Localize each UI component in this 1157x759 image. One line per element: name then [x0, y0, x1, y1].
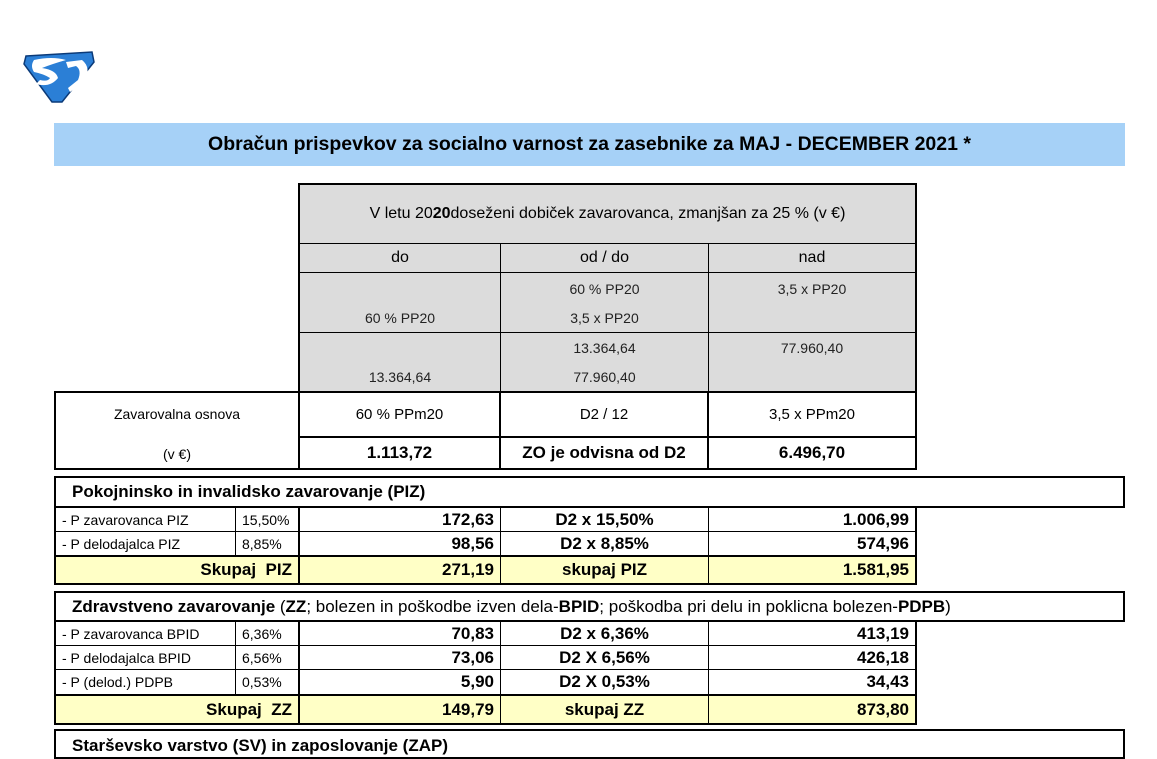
zz-row-nad: 34,43: [866, 672, 909, 691]
zz-row-label: - P zavarovanca BPID: [62, 625, 200, 642]
zz-row-oddo: D2 x 6,36%: [560, 623, 649, 643]
profit-caption: V letu 20 20 doseženi dobiček zavarovanca, zmanjšan za 25 % (v €): [369, 205, 846, 222]
zz-row-do: 5,90: [460, 672, 494, 691]
threshold-oddo-low-pct: 60 % PP20: [569, 281, 640, 297]
threshold-oddo-high-pct: 3,5 x PP20: [570, 310, 639, 326]
base-formula-nad: 3,5 x PPm20: [769, 406, 855, 423]
zz-row-nad: 426,18: [857, 647, 909, 667]
base-value-oddo: ZO je odvisna od D2: [522, 443, 686, 462]
piz-total-oddo: skupaj PIZ: [561, 560, 648, 579]
threshold-oddo-high-value: 77.960,40: [573, 369, 636, 385]
piz-section-heading: Pokojninsko in invalidsko zavarovanje (PIZ): [54, 476, 1125, 508]
threshold-nad-value: 77.960,40: [780, 340, 844, 356]
zz-row-do: 73,06: [451, 647, 494, 667]
zz-row-label: - P (delod.) PDPB: [62, 674, 174, 690]
sv-zap-section-heading: Starševsko varstvo (SV) in zaposlovanje (ZAP): [54, 729, 1125, 759]
piz-total-do: 271,19: [442, 560, 494, 579]
zz-row-oddo: D2 X 6,56%: [559, 647, 650, 667]
zz-row-rate: 6,56%: [242, 649, 282, 666]
base-formula-do: 60 % PPm20: [355, 406, 444, 423]
zz-row-oddo: D2 X 0,53%: [559, 672, 650, 691]
threshold-do-pct: 60 % PP20: [364, 310, 436, 326]
piz-row-rate: 15,50%: [242, 511, 290, 528]
zz-row-nad: 413,19: [857, 623, 909, 643]
zz-row-rate: 0,53%: [242, 674, 282, 690]
col-header-nad: nad: [798, 249, 826, 266]
company-logo: [22, 48, 96, 104]
zz-total-label: Skupaj ZZ: [206, 699, 292, 719]
col-header-oddo: od / do: [580, 249, 629, 266]
zz-total-nad: 873,80: [857, 699, 909, 719]
zz-total-oddo: skupaj ZZ: [564, 699, 645, 719]
zz-row-label: - P delodajalca BPID: [62, 649, 191, 666]
piz-total-nad: 1.581,95: [842, 560, 909, 579]
piz-row-do: 172,63: [442, 509, 494, 529]
threshold-oddo-low-value: 13.364,64: [573, 340, 636, 356]
piz-row-nad: 1.006,99: [842, 509, 909, 529]
base-value-nad: 6.496,70: [778, 443, 846, 462]
insurance-base-unit: (v €): [163, 446, 191, 462]
piz-row-oddo: D2 x 15,50%: [555, 509, 654, 529]
zz-total-do: 149,79: [442, 699, 494, 719]
col-header-do: do: [391, 249, 409, 266]
piz-row-oddo: D2 x 8,85%: [560, 533, 649, 553]
piz-row-label: - P zavarovanca PIZ: [62, 511, 189, 528]
page-title: Obračun prispevkov za socialno varnost za zasebnike za MAJ - DECEMBER 2021 *: [54, 123, 1125, 166]
base-value-do: 1.113,72: [366, 443, 433, 462]
insurance-base-label: Zavarovalna osnova: [113, 406, 241, 422]
threshold-nad-pct: 3,5 x PP20: [777, 281, 847, 297]
piz-row-rate: 8,85%: [242, 535, 282, 552]
piz-total-label: Skupaj PIZ: [200, 560, 292, 579]
threshold-do-value: 13.364,64: [368, 369, 432, 385]
piz-row-nad: 574,96: [857, 533, 909, 553]
zz-row-do: 70,83: [451, 623, 494, 643]
piz-row-do: 98,56: [451, 533, 494, 553]
zz-row-rate: 6,36%: [242, 625, 282, 642]
base-formula-oddo: D2 / 12: [579, 406, 629, 423]
zz-section-heading: Zdravstveno zavarovanje ( ZZ ; bolezen in poškodbe izven dela- BPID ; poškodba pri delu in poklicna bolezen- PDPB ): [54, 591, 1125, 622]
piz-row-label: - P delodajalca PIZ: [62, 535, 181, 552]
